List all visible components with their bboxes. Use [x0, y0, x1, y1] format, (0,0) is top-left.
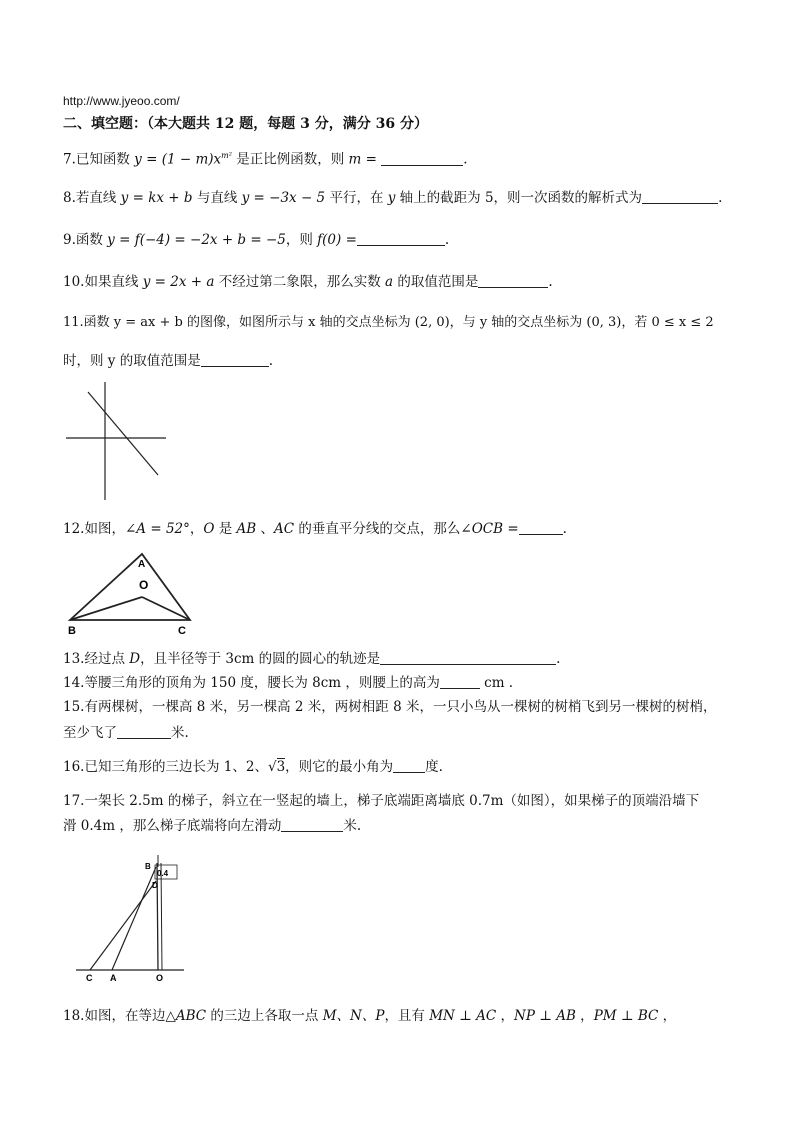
q12-ocb: ∠OCB = — [460, 521, 519, 537]
q9-formula: y = f(−4) = −2x + b = −5 — [107, 232, 286, 248]
source-url: http://www.jyeoo.com/ — [63, 94, 180, 108]
label-c: C — [86, 973, 93, 983]
q7-var: m = — [348, 151, 377, 168]
q13-text-2: ，且半径等于 3cm 的圆的圆心的轨迹是 — [140, 651, 381, 667]
q12-point-o: O — [203, 521, 215, 537]
q10-text-3: 的取值范围是 — [393, 274, 479, 290]
q10-formula: y = 2x + a — [142, 274, 215, 290]
q12-end: . — [562, 521, 567, 537]
q11-end: . — [268, 353, 274, 369]
question-15-line-2 — [63, 724, 189, 742]
label-a: A — [138, 559, 146, 570]
q12-sep: 、 — [256, 521, 275, 537]
sqrt-symbol: √ — [267, 759, 277, 775]
q16-text-2: ，则它的最小角为 — [285, 759, 394, 775]
q8-var: y — [387, 190, 396, 206]
q9-f0: f(0) = — [317, 232, 357, 248]
q18-text-2: 的三边上各取一点 — [206, 1008, 323, 1024]
q13-point-d: D — [129, 651, 141, 667]
question-11-line-1: 11.函数 y = ax + b 的图像，如图所示与 x 轴的交点坐标为 (2, 0)，与 y 轴的交点坐标为 (0, 3)，若 0 ≤ x ≤ 2 — [63, 315, 714, 330]
q9-text-2: ，则 — [285, 232, 318, 248]
q12-answer-blank[interactable] — [519, 521, 563, 535]
q11-graph-figure — [60, 380, 170, 505]
q7-text: 7.已知函数 — [63, 151, 135, 168]
q9-text: 9.函数 — [63, 232, 108, 248]
question-17-line-2 — [63, 817, 361, 835]
q7-answer-blank[interactable] — [381, 152, 463, 166]
q16-text: 16.已知三角形的三边长为 1、2、 — [63, 759, 268, 775]
ladder-moved — [90, 881, 156, 970]
q13-end: . — [556, 651, 561, 667]
question-18 — [63, 1007, 676, 1025]
q18-cond-3: PM ⊥ BC — [593, 1008, 659, 1024]
label-b: B — [68, 625, 76, 637]
q17-text: 滑 0.4m ，那么梯子底端将向左滑动 — [63, 818, 282, 834]
q13-text: 13.经过点 — [63, 651, 130, 667]
ladder-original — [112, 867, 156, 970]
q11-answer-blank[interactable] — [201, 353, 269, 367]
q9-end: . — [444, 232, 450, 248]
q18-text: 18.如图，在等边△ — [63, 1008, 176, 1024]
q12-ac: AC — [274, 521, 295, 537]
question-17-line-1: 17.一架长 2.5m 的梯子，斜立在一竖起的墙上，梯子底端距离墙底 0.7m（如图），如果梯子的顶端沿墙下 — [63, 793, 700, 809]
q8-end: . — [718, 190, 723, 206]
q14-unit: cm . — [479, 675, 514, 691]
q12-comma: ， — [189, 521, 204, 537]
q18-sep-2: ， — [575, 1008, 594, 1024]
q10-var: a — [385, 274, 394, 290]
q12-text: 12.如图， — [63, 521, 125, 537]
question-16 — [63, 758, 443, 776]
q15-unit: 米. — [171, 725, 189, 741]
q7-text-2: 是正比例函数，则 — [231, 151, 349, 168]
q7-formula: y = (1 − m)x — [134, 151, 222, 168]
question-11-line-2 — [63, 352, 273, 370]
question-10 — [63, 273, 553, 291]
q18-points: M、N、P — [322, 1008, 385, 1024]
segment-oc — [142, 597, 190, 620]
q8-text-2: 与直线 — [192, 190, 242, 206]
q16-unit: 度. — [425, 759, 443, 775]
q8-formula-2: y = −3x − 5 — [241, 190, 326, 206]
q12-text-2: 是 — [214, 521, 237, 537]
q18-sep-1: ， — [496, 1008, 515, 1024]
question-14 — [63, 674, 513, 692]
question-13 — [63, 650, 560, 668]
label-0-4: 0.4 — [157, 869, 169, 878]
triangle-abc — [70, 554, 190, 620]
label-d: D — [152, 881, 158, 890]
q12-triangle-figure — [62, 542, 197, 637]
q15-text: 至少飞了 — [63, 725, 117, 741]
q18-sep-3: ， — [658, 1008, 677, 1024]
q8-formula-1: y = kx + b — [120, 190, 193, 206]
q17-answer-blank[interactable] — [281, 818, 343, 832]
q18-text-3: ，且有 — [384, 1008, 430, 1024]
label-c: C — [178, 625, 186, 637]
q14-text: 14.等腰三角形的顶角为 150 度，腰长为 8cm ，则腰上的高为 — [63, 675, 440, 691]
q16-sqrt-value: 3 — [276, 759, 286, 775]
question-9 — [63, 231, 449, 249]
q7-end: . — [463, 151, 468, 168]
question-8 — [63, 189, 722, 207]
q12-angle: ∠A = 52° — [124, 521, 190, 537]
q18-triangle: ABC — [175, 1008, 207, 1024]
q18-cond-2: NP ⊥ AB — [514, 1008, 576, 1024]
q10-text-2: 不经过第二象限，那么实数 — [214, 274, 386, 290]
question-12 — [63, 520, 567, 538]
q18-cond-1: MN ⊥ AC — [429, 1008, 497, 1024]
label-a: A — [110, 973, 117, 983]
q11-text: 时，则 y 的取值范围是 — [63, 353, 201, 369]
function-line — [88, 392, 158, 475]
q8-text: 8.若直线 — [63, 190, 121, 206]
q7-exponent: m² — [221, 151, 232, 160]
q12-ab: AB — [236, 521, 257, 537]
q17-unit: 米. — [343, 818, 362, 834]
q8-text-4: 轴上的截距为 5，则一次函数的解析式为 — [395, 190, 643, 206]
question-15-line-1: 15.有两棵树，一棵高 8 米，另一棵高 2 米，两树相距 8 米，一只小鸟从一棵树的树梢飞到另一棵树的树梢， — [63, 699, 717, 715]
label-o: O — [139, 578, 149, 592]
q14-answer-blank[interactable] — [440, 675, 480, 689]
q10-end: . — [548, 274, 553, 290]
question-7 — [63, 147, 468, 169]
q13-answer-blank[interactable] — [380, 651, 556, 665]
q16-answer-blank[interactable] — [393, 759, 425, 773]
q10-answer-blank[interactable] — [478, 274, 548, 288]
q8-text-3: 平行，在 — [325, 190, 388, 206]
section-heading: 二、填空题：（本大题共 12 题，每题 3 分，满分 36 分） — [63, 116, 428, 132]
segment-ob — [70, 597, 142, 620]
q15-answer-blank[interactable] — [117, 725, 171, 739]
label-b: B — [145, 862, 151, 871]
label-o: O — [156, 973, 164, 983]
q10-text: 10.如果直线 — [63, 274, 143, 290]
q17-ladder-figure — [72, 855, 192, 985]
q8-answer-blank[interactable] — [642, 190, 718, 204]
q12-text-3: 的垂直平分线的交点，那么 — [294, 521, 461, 537]
q9-answer-blank[interactable] — [357, 232, 445, 246]
